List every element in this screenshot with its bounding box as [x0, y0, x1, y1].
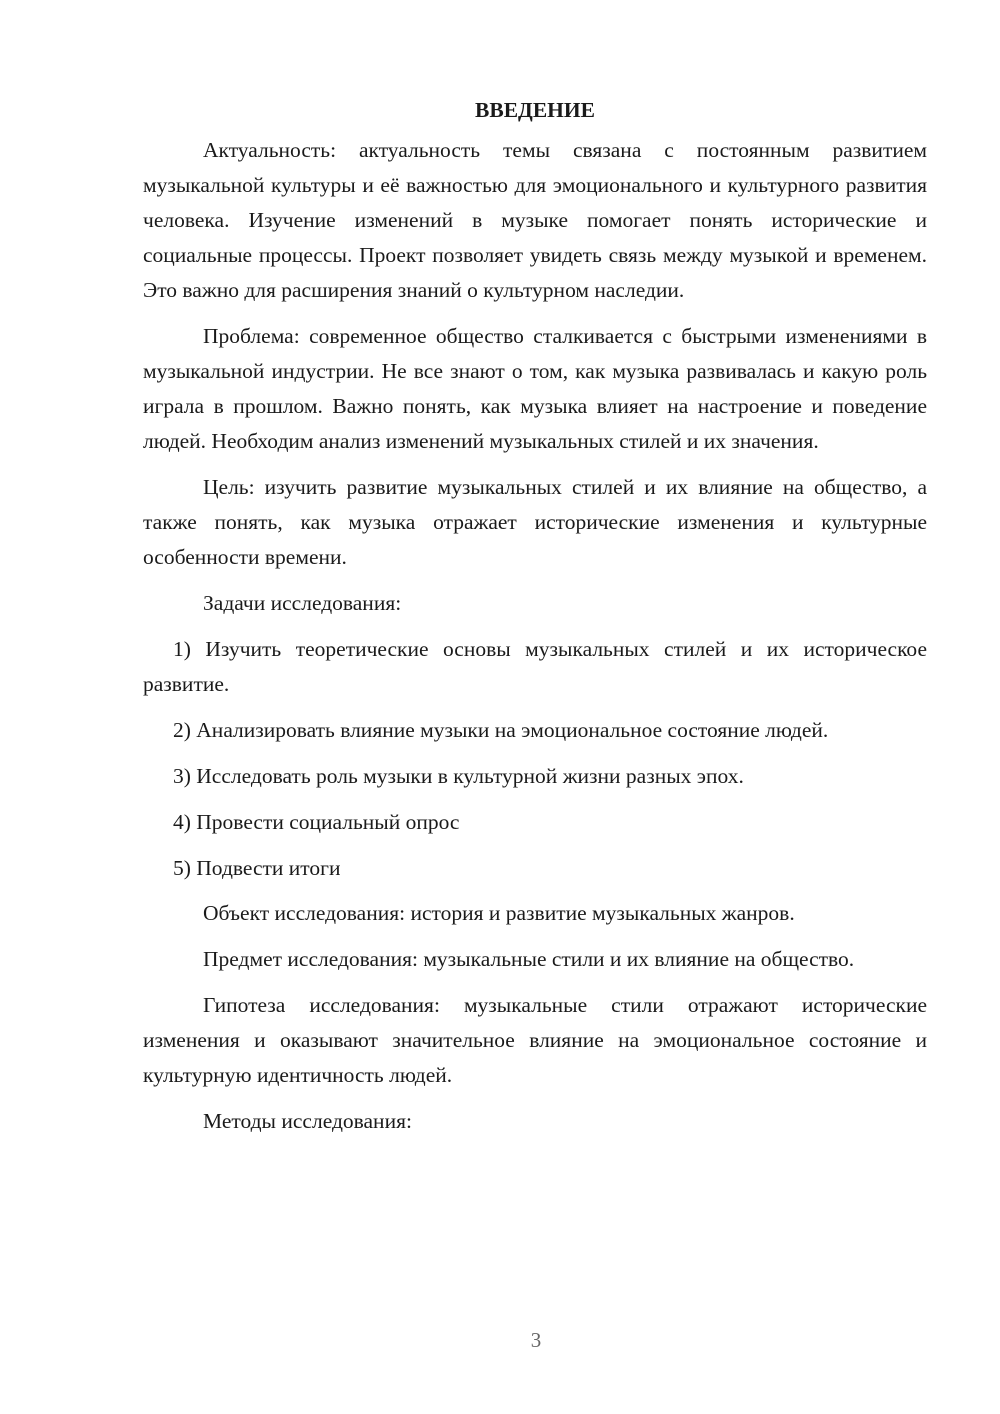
paragraph-relevance: Актуальность: актуальность темы связана с постоянным развитием музыкальной культуры и её важностью для эмоционального и культурного развития человека. Изучение изменений в музыке помогает понять исторические и социальные процессы. Проект позволяет увидеть связь между музыкой и временем. Это важно для расширения знаний о культурном наследии.	[143, 138, 927, 302]
page-number: 3	[530, 1328, 542, 1352]
paragraph-problem: Проблема: современное общество сталкивается с быстрыми изменениями в музыкальной индустрии. Не все знают о том, как музыка развивалась и какую роль играла в прошлом. Важно понять, как музыка влияет на настроение и поведение людей. Необходим анализ изменений музыкальных стилей и их значения.	[143, 324, 927, 453]
paragraph-subject: Предмет исследования: музыкальные стили и их влияние на общество.	[203, 947, 855, 971]
list-item: 1) Изучить теоретические основы музыкальных стилей и их историческое развитие.	[143, 637, 927, 696]
paragraph-hypothesis: Гипотеза исследования: музыкальные стили отражают исторические изменения и оказывают значительное влияние на эмоциональное состояние и культурную идентичность людей.	[143, 993, 927, 1087]
document-page	[143, 93, 927, 1150]
list-item: 2) Анализировать влияние музыки на эмоциональное состояние людей.	[173, 718, 829, 742]
paragraph-object: Объект исследования: история и развитие музыкальных жанров.	[203, 901, 795, 925]
tasks-list	[143, 632, 927, 886]
paragraph-tasks-heading: Задачи исследования:	[203, 591, 402, 615]
page-title: ВВЕДЕНИЕ	[475, 98, 595, 122]
list-item: 4) Провести социальный опрос	[173, 810, 460, 834]
paragraph-methods-heading: Методы исследования:	[203, 1109, 412, 1133]
list-item: 3) Исследовать роль музыки в культурной жизни разных эпох.	[173, 764, 744, 788]
paragraph-goal: Цель: изучить развитие музыкальных стилей и их влияние на общество, а также понять, как музыка отражает исторические изменения и культурные особенности времени.	[143, 475, 927, 569]
list-item: 5) Подвести итоги	[173, 856, 341, 880]
